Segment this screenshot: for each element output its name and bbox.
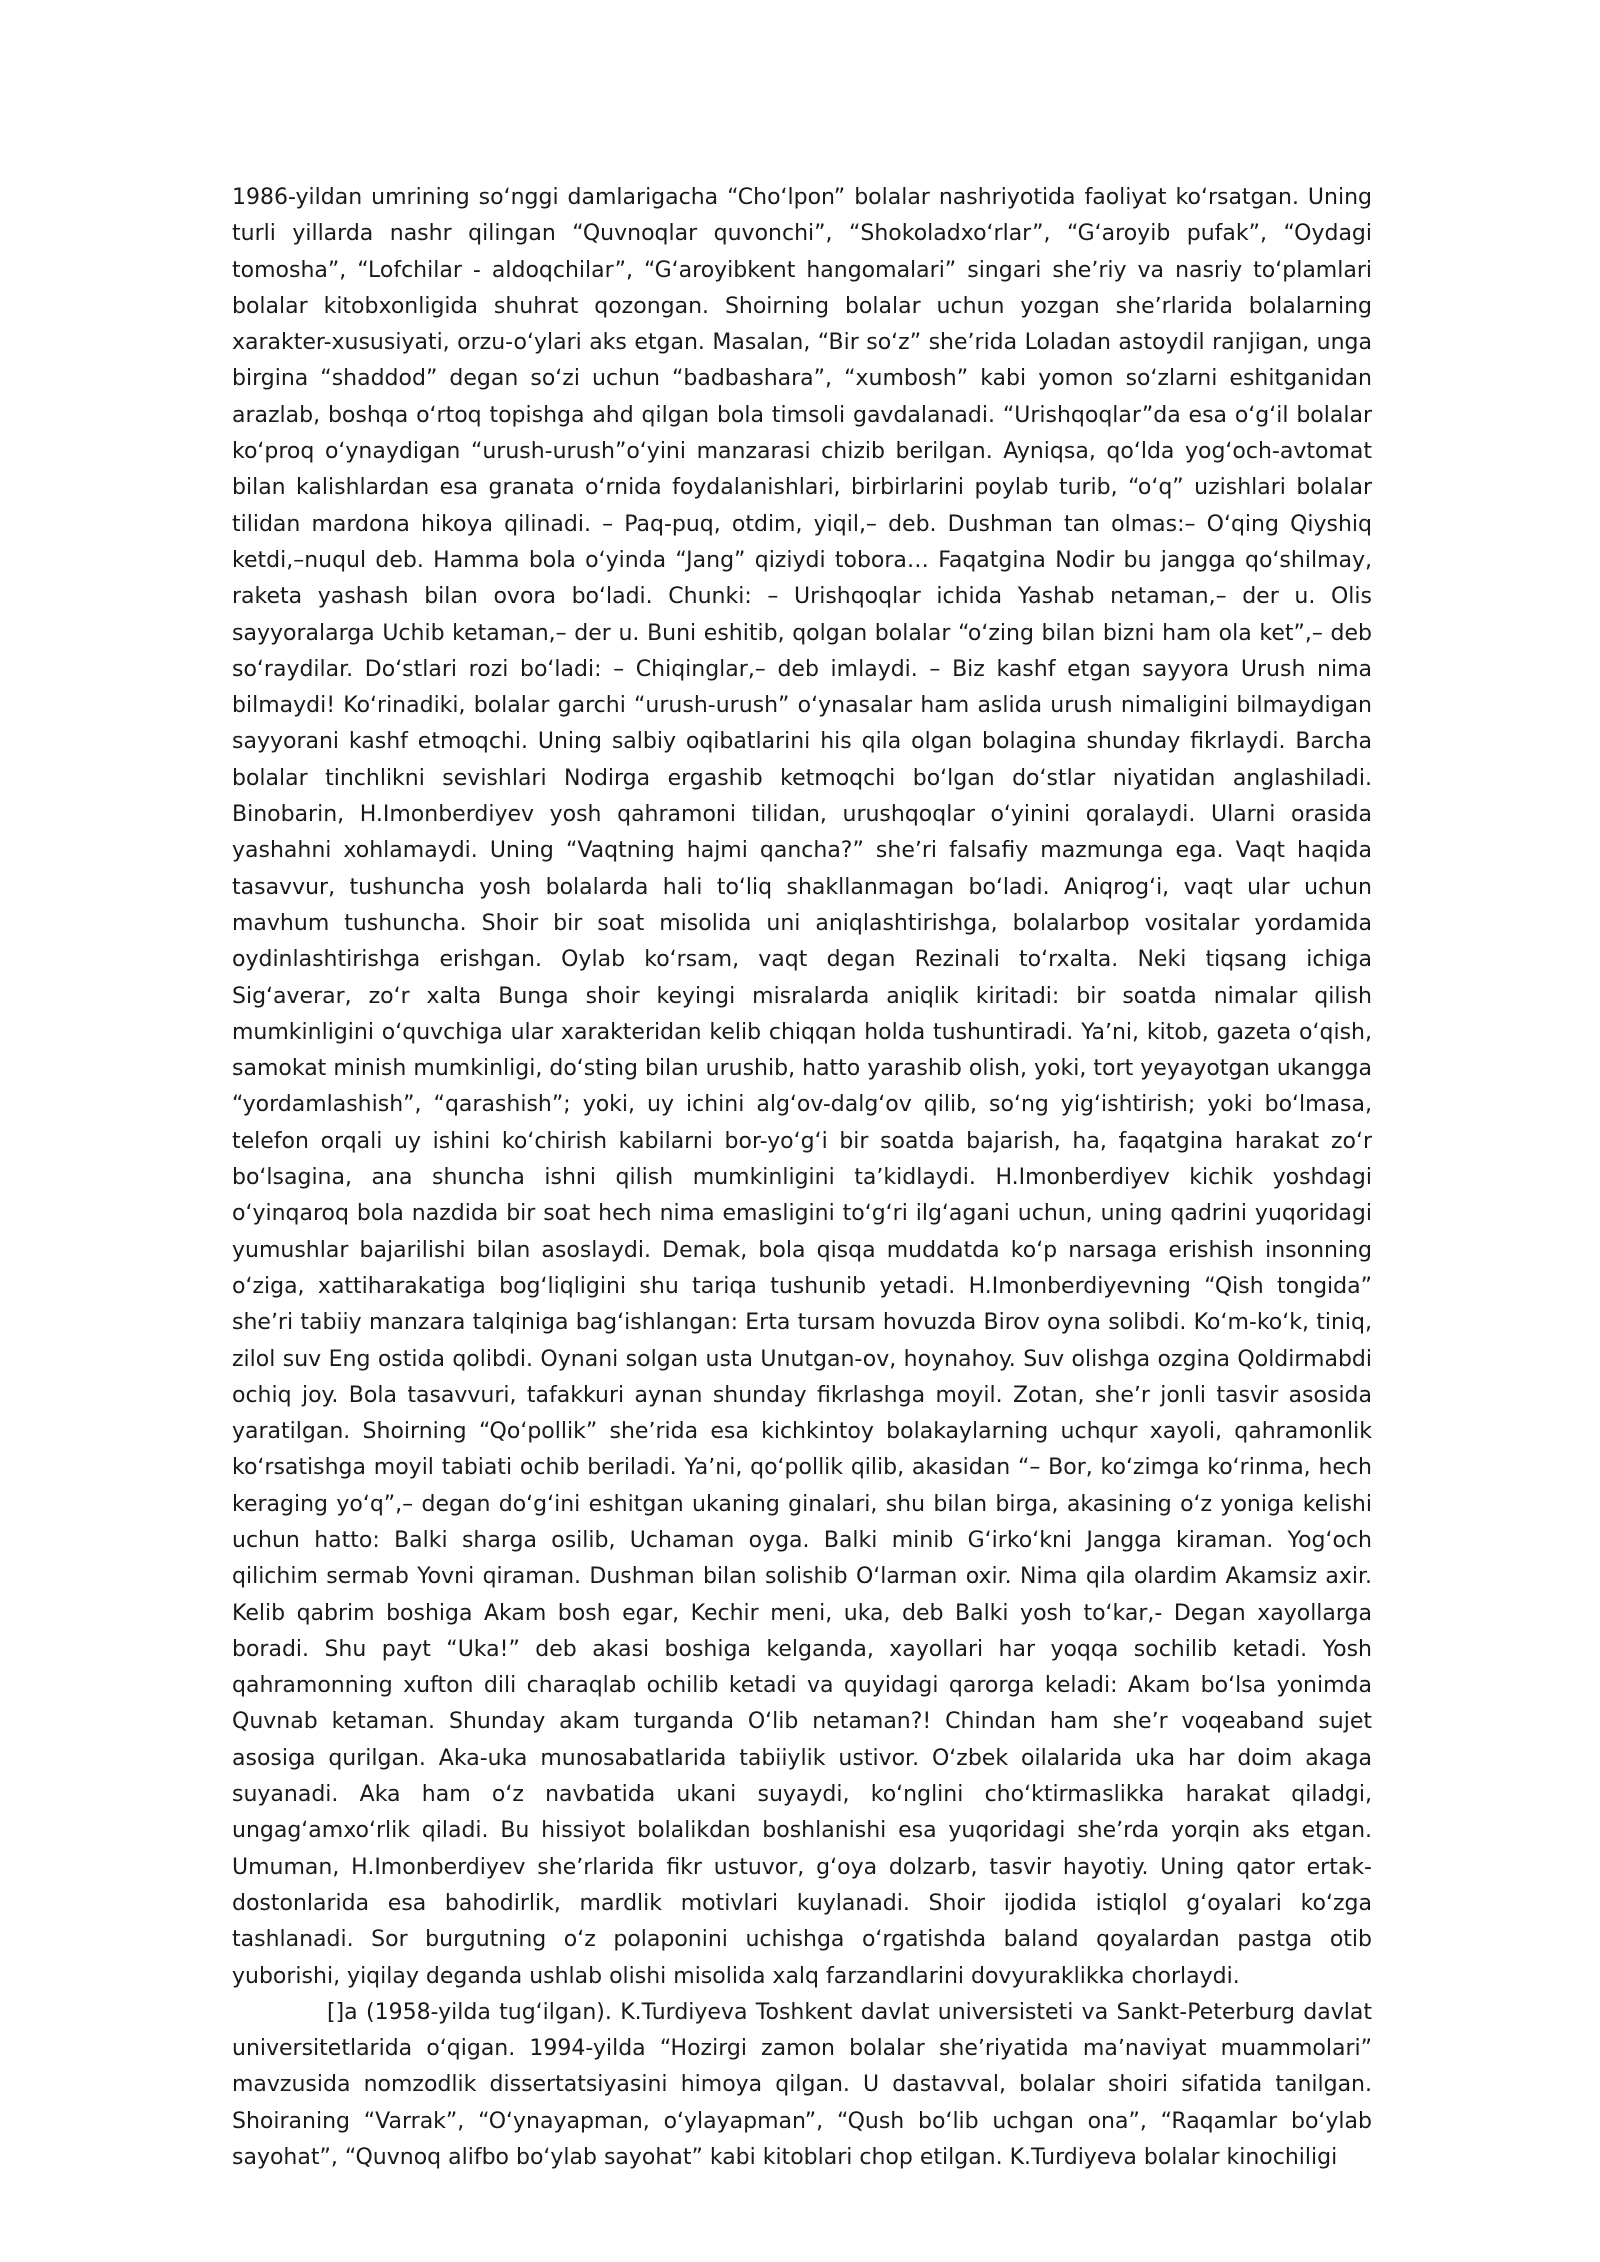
body-paragraph-2: []a (1958-yilda tugʻilgan). K.Turdiyeva Toshkent davlat universisteti va Sankt-Peterburg davlat universitetlarida oʻqigan. 1994-yilda “Hozirgi zamon bolalar sheʼriyatida maʼnaviyat muammolari” mavzusida nomzodlik dissertatsiyasini himoya qilgan. U dastavval, bolalar shoiri sifatida tanilgan. Shoiraning “Varrak”, “Oʻynayapman, oʻylayapman”, “Qush boʻlib uchgan ona”, “Raqamlar boʻylab sayohat”, “Quvnoq alifbo boʻylab sayohat” kabi kitoblari chop etilgan. K.Turdiyeva bolalar kinochiligi: [232, 1999, 1372, 2171]
document-page: [232, 180, 1372, 2176]
body-paragraph-1: 1986-yildan umrining soʻnggi damlarigacha “Choʻlpon” bolalar nashriyotida faoliyat koʻrsatgan. Uning turli yillarda nashr qilingan “Quvnoqlar quvonchi”, “Shokoladxoʻrlar”, “Gʻaroyib pufak”, “Oydagi tomosha”, “Lofchilar - aldoqchilar”, “Gʻaroyibkent hangomalari” singari sheʼriy va nasriy toʻplamlari bolalar kitobxonligida shuhrat qozongan. Shoirning bolalar uchun yozgan sheʼrlarida bolalarning xarakter-xususiyati, orzu-oʻylari aks etgan. Masalan, “Bir soʻz” sheʼrida Loladan astoydil ranjigan, unga birgina “shaddod” degan soʻzi uchun “badbashara”, “xumbosh” kabi yomon soʻzlarni eshitganidan arazlab, boshqa oʻrtoq topishga ahd qilgan bola timsoli gavdalanadi. “Urishqoqlar”da esa oʻgʻil bolalar koʻproq oʻynaydigan “urush-urush”oʻyini manzarasi chizib berilgan. Ayniqsa, qoʻlda yogʻoch-avtomat bilan kalishlardan esa granata oʻrnida foydalanishlari, birbirlarini poylab turib, “oʻq” uzishlari bolalar tilidan mardona hikoya qilinadi. – Paq-puq, otdim, yiqil,– deb. Dushman tan olmas:– Oʻqing Qiyshiq ketdi,–nuqul deb. Hamma bola oʻyinda “Jang” qiziydi tobora… Faqatgina Nodir bu jangga qoʻshilmay, raketa yashash bilan ovora boʻladi. Chunki: – Urishqoqlar ichida Yashab netaman,– der u. Olis sayyoralarga Uchib ketaman,– der u. Buni eshitib, qolgan bolalar “oʻzing bilan bizni ham ola ket”,– deb soʻraydilar. Doʻstlari rozi boʻladi: – Chiqinglar,– deb imlaydi. – Biz kashf etgan sayyora Urush nima bilmaydi! Koʻrinadiki, bolalar garchi “urush-urush” oʻynasalar ham aslida urush nimaligini bilmaydigan sayyorani kashf etmoqchi. Uning salbiy oqibatlarini his qila olgan bolagina shunday fikrlaydi. Barcha bolalar tinchlikni sevishlari Nodirga ergashib ketmoqchi boʻlgan doʻstlar niyatidan anglashiladi. Binobarin, H.Imonberdiyev yosh qahramoni tilidan, urushqoqlar oʻyinini qoralaydi. Ularni orasida yashahni xohlamaydi. Uning “Vaqtning hajmi qancha?” sheʼri falsafiy mazmunga ega. Vaqt haqida tasavvur, tushuncha yosh bolalarda hali toʻliq shakllanmagan boʻladi. Aniqrogʻi, vaqt ular uchun mavhum tushuncha. Shoir bir soat misolida uni aniqlashtirishga, bolalarbop vositalar yordamida oydinlashtirishga erishgan. Oylab koʻrsam, vaqt degan Rezinali toʻrxalta. Neki tiqsang ichiga Sigʻaverar, zoʻr xalta Bunga shoir keyingi misralarda aniqlik kiritadi: bir soatda nimalar qilish mumkinligini oʻquvchiga ular xarakteridan kelib chiqqan holda tushuntiradi. Yaʼni, kitob, gazeta oʻqish, samokat minish mumkinligi, doʻsting bilan urushib, hatto yarashib olish, yoki, tort yeyayotgan ukangga “yordamlashish”, “qarashish”; yoki, uy ichini algʻov-dalgʻov qilib, soʻng yigʻishtirish; yoki boʻlmasa, telefon orqali uy ishini koʻchirish kabilarni bor-yoʻgʻi bir soatda bajarish, ha, faqatgina harakat zoʻr boʻlsagina, ana shuncha ishni qilish mumkinligini taʼkidlaydi. H.Imonberdiyev kichik yoshdagi oʻyinqaroq bola nazdida bir soat hech nima emasligini toʻgʻri ilgʻagani uchun, uning qadrini yuqoridagi yumushlar bajarilishi bilan asoslaydi. Demak, bola qisqa muddatda koʻp narsaga erishish insonning oʻziga, xattiharakatiga bogʻliqligini shu tariqa tushunib yetadi. H.Imonberdiyevning “Qish tongida” sheʼri tabiiy manzara talqiniga bagʻishlangan: Erta tursam hovuzda Birov oyna solibdi. Koʻm-koʻk, tiniq, zilol suv Eng ostida qolibdi. Oynani solgan usta Unutgan-ov, hoynahoy. Suv olishga ozgina Qoldirmabdi ochiq joy. Bola tasavvuri, tafakkuri aynan shunday fikrlashga moyil. Zotan, sheʼr jonli tasvir asosida yaratilgan. Shoirning “Qoʻpollik” sheʼrida esa kichkintoy bolakaylarning uchqur xayoli, qahramonlik koʻrsatishga moyil tabiati ochib beriladi. Yaʼni, qoʻpollik qilib, akasidan “– Bor, koʻzimga koʻrinma, hech keraging yoʻq”,– degan doʻgʻini eshitgan ukaning ginalari, shu bilan birga, akasining oʻz yoniga kelishi uchun hatto: Balki sharga osilib, Uchaman oyga. Balki minib Gʻirkoʻkni Jangga kiraman. Yogʻoch qilichim sermab Yovni qiraman. Dushman bilan solishib Oʻlarman oxir. Nima qila olardim Akamsiz axir. Kelib qabrim boshiga Akam bosh egar, Kechir meni, uka, deb Balki yosh toʻkar,- Degan xayollarga boradi. Shu payt “Uka!” deb akasi boshiga kelganda, xayollari har yoqqa sochilib ketadi. Yosh qahramonning xufton dili charaqlab ochilib ketadi va quyidagi qarorga keladi: Akam boʻlsa yonimda Quvnab ketaman. Shunday akam turganda Oʻlib netaman?! Chindan ham sheʼr voqeaband sujet asosiga qurilgan. Aka-uka munosabatlarida tabiiylik ustivor. Oʻzbek oilalarida uka har doim akaga suyanadi. Aka ham oʻz navbatida ukani suyaydi, koʻnglini choʻktirmaslikka harakat qiladgi, ungagʻamxoʻrlik qiladi. Bu hissiyot bolalikdan boshlanishi esa yuqoridagi sheʼrda yorqin aks etgan. Umuman, H.Imonberdiyev sheʼrlarida fikr ustuvor, gʻoya dolzarb, tasvir hayotiy. Uning qator ertak-dostonlarida esa bahodirlik, mardlik motivlari kuylanadi. Shoir ijodida istiqlol gʻoyalari koʻzga tashlanadi. Sor burgutning oʻz polaponini uchishga oʻrgatishda baland qoyalardan pastga otib yuborishi, yiqilay deganda ushlab olishi misolida xalq farzandlarini dovyuraklikka chorlaydi.: [232, 185, 1372, 1989]
